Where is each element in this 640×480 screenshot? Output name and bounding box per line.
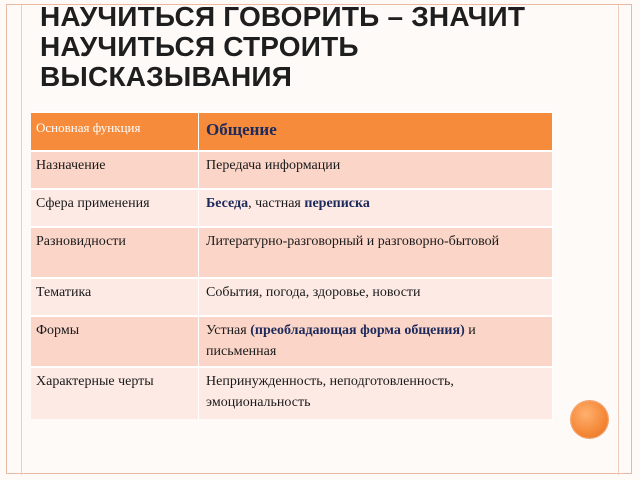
table-header-row [31, 112, 553, 151]
row-label: Назначение [31, 151, 199, 189]
row-value: Непринужденность, неподготовленность, эмоциональность [199, 367, 553, 419]
plain-text: Устная [206, 323, 251, 338]
row-value: Передача информации [199, 151, 553, 189]
row-label: Сфера применения [31, 189, 199, 227]
title-line-2: НАУЧИТЬСЯ СТРОИТЬ [40, 31, 359, 62]
row-value [199, 316, 553, 367]
header-label-cell: Основная функция [31, 112, 199, 151]
table-row [31, 189, 553, 227]
row-label: Формы [31, 316, 199, 367]
plain-text: и письменная [206, 323, 476, 359]
table-row [31, 316, 553, 367]
plain-text: , частная [248, 196, 305, 211]
row-label: Разновидности [31, 227, 199, 278]
row-label: Тематика [31, 278, 199, 316]
table-row [31, 227, 553, 278]
row-value: События, погода, здоровье, новости [199, 278, 553, 316]
speech-style-table [31, 111, 553, 419]
title-line-3: ВЫСКАЗЫВАНИЯ [40, 61, 293, 92]
highlight-text: переписка [304, 196, 370, 211]
orange-circle-decoration [571, 401, 608, 438]
row-label: Характерные черты [31, 367, 199, 419]
row-value: Литературно-разговорный и разговорно-бытовой [199, 227, 553, 278]
table-row [31, 151, 553, 189]
table-row [31, 367, 553, 419]
highlight-text: (преобладающая форма общения) [250, 323, 465, 338]
highlight-text: Беседа [206, 196, 249, 211]
header-value-cell: Общение [199, 112, 553, 151]
row-value [199, 189, 553, 227]
slide-title [40, 2, 620, 92]
title-line-1: НАУЧИТЬСЯ ГОВОРИТЬ – ЗНАЧИТ [40, 1, 526, 32]
table-row [31, 278, 553, 316]
